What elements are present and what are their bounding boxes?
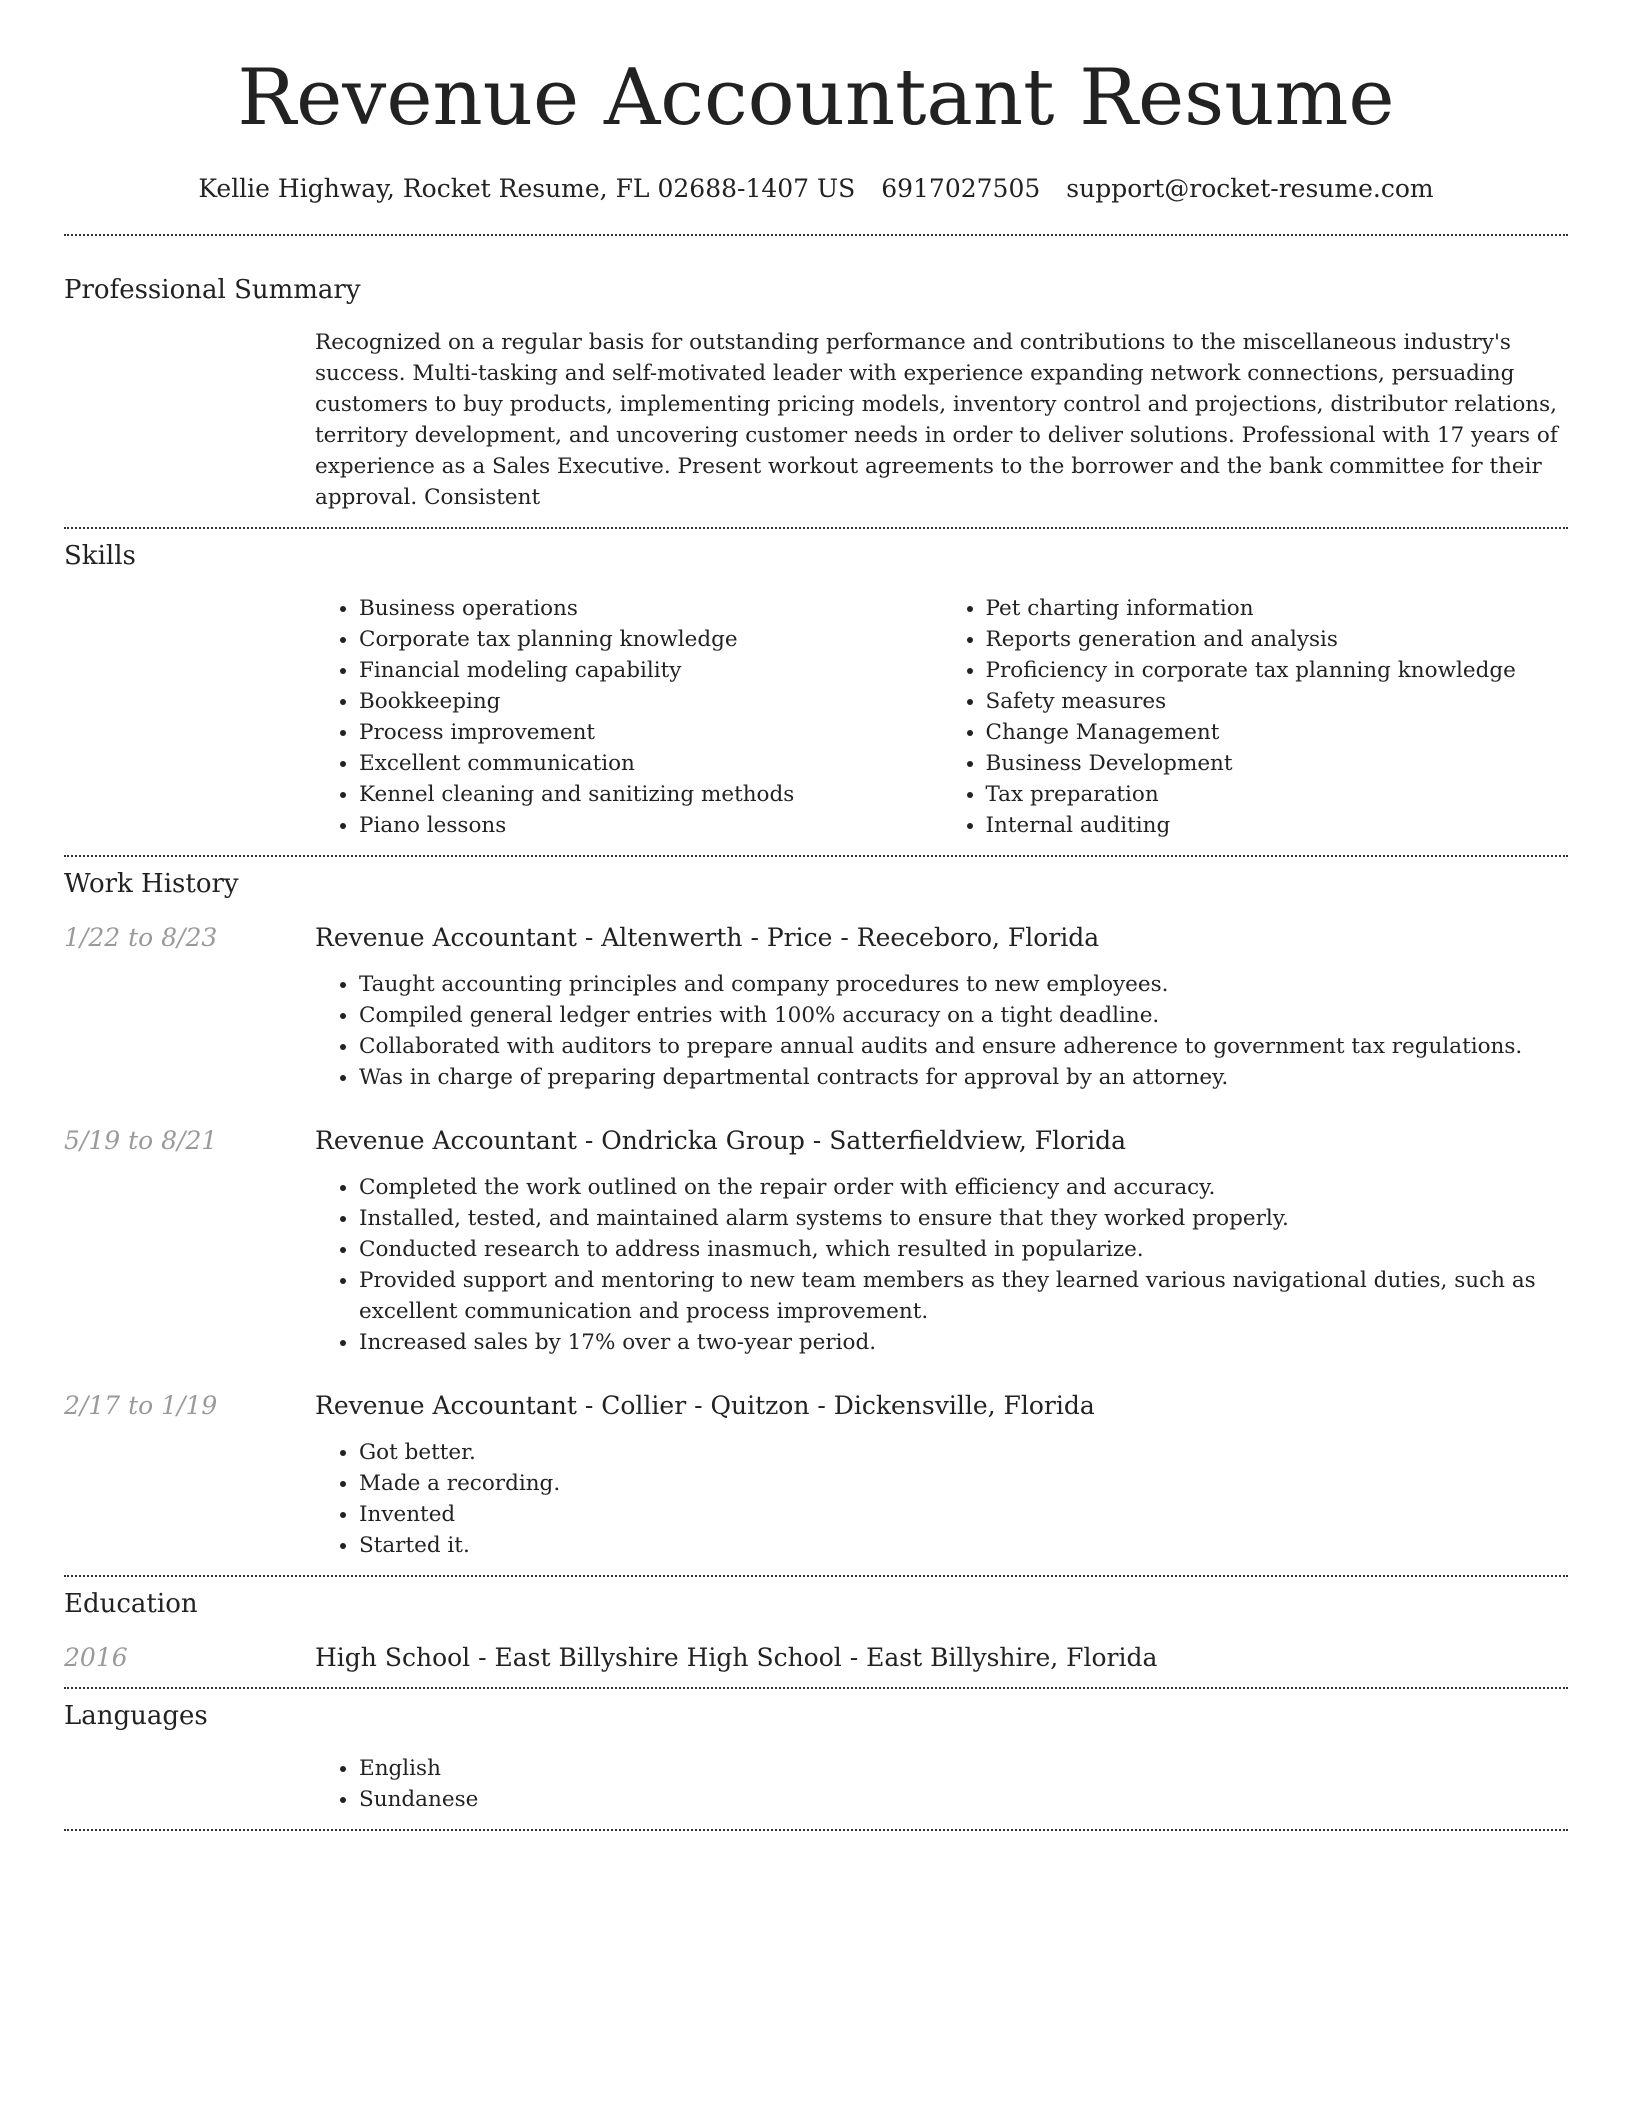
divider bbox=[64, 1829, 1568, 1831]
list-item: • Provided support and mentoring to new team members as they learned various navigational duties, such as excellent communication and process improvement. bbox=[359, 1265, 1568, 1327]
summary-section bbox=[64, 273, 1568, 513]
list-item: • Started it. bbox=[359, 1530, 1568, 1561]
list-item: • Collaborated with auditors to prepare annual audits and ensure adherence to government tax regulations. bbox=[359, 1031, 1568, 1062]
list-item: • Got better. bbox=[359, 1437, 1568, 1468]
list-item: • Business Development bbox=[986, 748, 1569, 779]
job-title: Revenue Accountant bbox=[315, 1126, 577, 1155]
resume-page bbox=[64, 0, 1568, 1831]
skills-heading: Skills bbox=[64, 541, 136, 571]
summary-heading: Professional Summary bbox=[64, 275, 361, 305]
contact-email[interactable]: support@rocket-resume.com bbox=[1066, 174, 1434, 203]
work-heading: Work History bbox=[64, 869, 239, 899]
languages-section bbox=[64, 1699, 1568, 1815]
job-dates: 5/19 to 8/21 bbox=[64, 1126, 218, 1155]
job-dates: 1/22 to 8/23 bbox=[64, 923, 218, 952]
list-item: • Business operations bbox=[359, 593, 942, 624]
job-bullets bbox=[315, 1437, 1568, 1561]
skills-list-right bbox=[942, 593, 1569, 841]
list-item: • Increased sales by 17% over a two-year period. bbox=[359, 1327, 1568, 1358]
list-item: • Bookkeeping bbox=[359, 686, 942, 717]
resume-title: Revenue Accountant Resume bbox=[237, 53, 1395, 143]
list-item: • Financial modeling capability bbox=[359, 655, 942, 686]
skills-section bbox=[64, 539, 1568, 841]
list-item: • English bbox=[359, 1753, 1568, 1784]
divider bbox=[64, 855, 1568, 857]
job-entry bbox=[64, 1124, 1568, 1358]
list-item: • Pet charting information bbox=[986, 593, 1569, 624]
list-item: • Invented bbox=[359, 1499, 1568, 1530]
list-item: • Piano lessons bbox=[359, 810, 942, 841]
list-item: • Compiled general ledger entries with 100% accuracy on a tight deadline. bbox=[359, 1000, 1568, 1031]
contact-phone: 6917027505 bbox=[881, 174, 1041, 203]
list-item: • Taught accounting principles and company procedures to new employees. bbox=[359, 969, 1568, 1000]
contact-line bbox=[64, 172, 1568, 206]
job-dates: 2/17 to 1/19 bbox=[64, 1391, 218, 1420]
list-item: • Made a recording. bbox=[359, 1468, 1568, 1499]
list-item: • Proficiency in corporate tax planning knowledge bbox=[986, 655, 1569, 686]
list-item: • Tax preparation bbox=[986, 779, 1569, 810]
list-item: • Installed, tested, and maintained alarm systems to ensure that they worked properly. bbox=[359, 1203, 1568, 1234]
job-bullets bbox=[315, 969, 1568, 1093]
list-item: • Process improvement bbox=[359, 717, 942, 748]
skills-list-left bbox=[315, 593, 942, 841]
list-item: • Kennel cleaning and sanitizing methods bbox=[359, 779, 942, 810]
job-details: - Altenwerth - Price - Reeceboro, Florida bbox=[576, 923, 1100, 952]
education-section bbox=[64, 1587, 1568, 1675]
education-year: 2016 bbox=[64, 1643, 128, 1672]
divider bbox=[64, 1687, 1568, 1689]
summary-text: Recognized on a regular basis for outstanding performance and contributions to the miscellaneous industry's success. Multi-tasking and self-motivated leader with experience expanding network connections, persuading customers to buy products, implementing pricing models, inventory control and projections, distributor relations, territory development, and uncovering customer needs in order to deliver solutions. Professional with 17 years of experience as a Sales Executive. Present workout agreements to the borrower and the bank committee for their approval. Consistent bbox=[315, 330, 1558, 510]
list-item: • Corporate tax planning knowledge bbox=[359, 624, 942, 655]
list-item: • Safety measures bbox=[986, 686, 1569, 717]
job-details: - Collier - Quitzon - Dickensville, Florida bbox=[576, 1391, 1095, 1420]
job-entry bbox=[64, 921, 1568, 1093]
work-section bbox=[64, 867, 1568, 1561]
job-details: - Ondricka Group - Satterfieldview, Florida bbox=[576, 1126, 1127, 1155]
job-entry bbox=[64, 1389, 1568, 1561]
education-degree: High School bbox=[315, 1643, 471, 1672]
list-item: • Change Management bbox=[986, 717, 1569, 748]
job-title: Revenue Accountant bbox=[315, 923, 577, 952]
job-bullets bbox=[315, 1172, 1568, 1358]
list-item: • Was in charge of preparing departmental contracts for approval by an attorney. bbox=[359, 1062, 1568, 1093]
languages-heading: Languages bbox=[64, 1701, 208, 1731]
contact-address: Kellie Highway, Rocket Resume, FL 02688-1407 US bbox=[198, 174, 856, 203]
list-item: • Completed the work outlined on the repair order with efficiency and accuracy. bbox=[359, 1172, 1568, 1203]
divider bbox=[64, 234, 1568, 236]
list-item: • Internal auditing bbox=[986, 810, 1569, 841]
divider bbox=[64, 527, 1568, 529]
education-heading: Education bbox=[64, 1589, 198, 1619]
education-details: - East Billyshire High School - East Billyshire, Florida bbox=[470, 1643, 1158, 1672]
list-item: • Conducted research to address inasmuch, which resulted in popularize. bbox=[359, 1234, 1568, 1265]
list-item: • Excellent communication bbox=[359, 748, 942, 779]
languages-list bbox=[315, 1753, 1568, 1815]
list-item: • Reports generation and analysis bbox=[986, 624, 1569, 655]
divider bbox=[64, 1575, 1568, 1577]
job-title: Revenue Accountant bbox=[315, 1391, 577, 1420]
list-item: • Sundanese bbox=[359, 1784, 1568, 1815]
